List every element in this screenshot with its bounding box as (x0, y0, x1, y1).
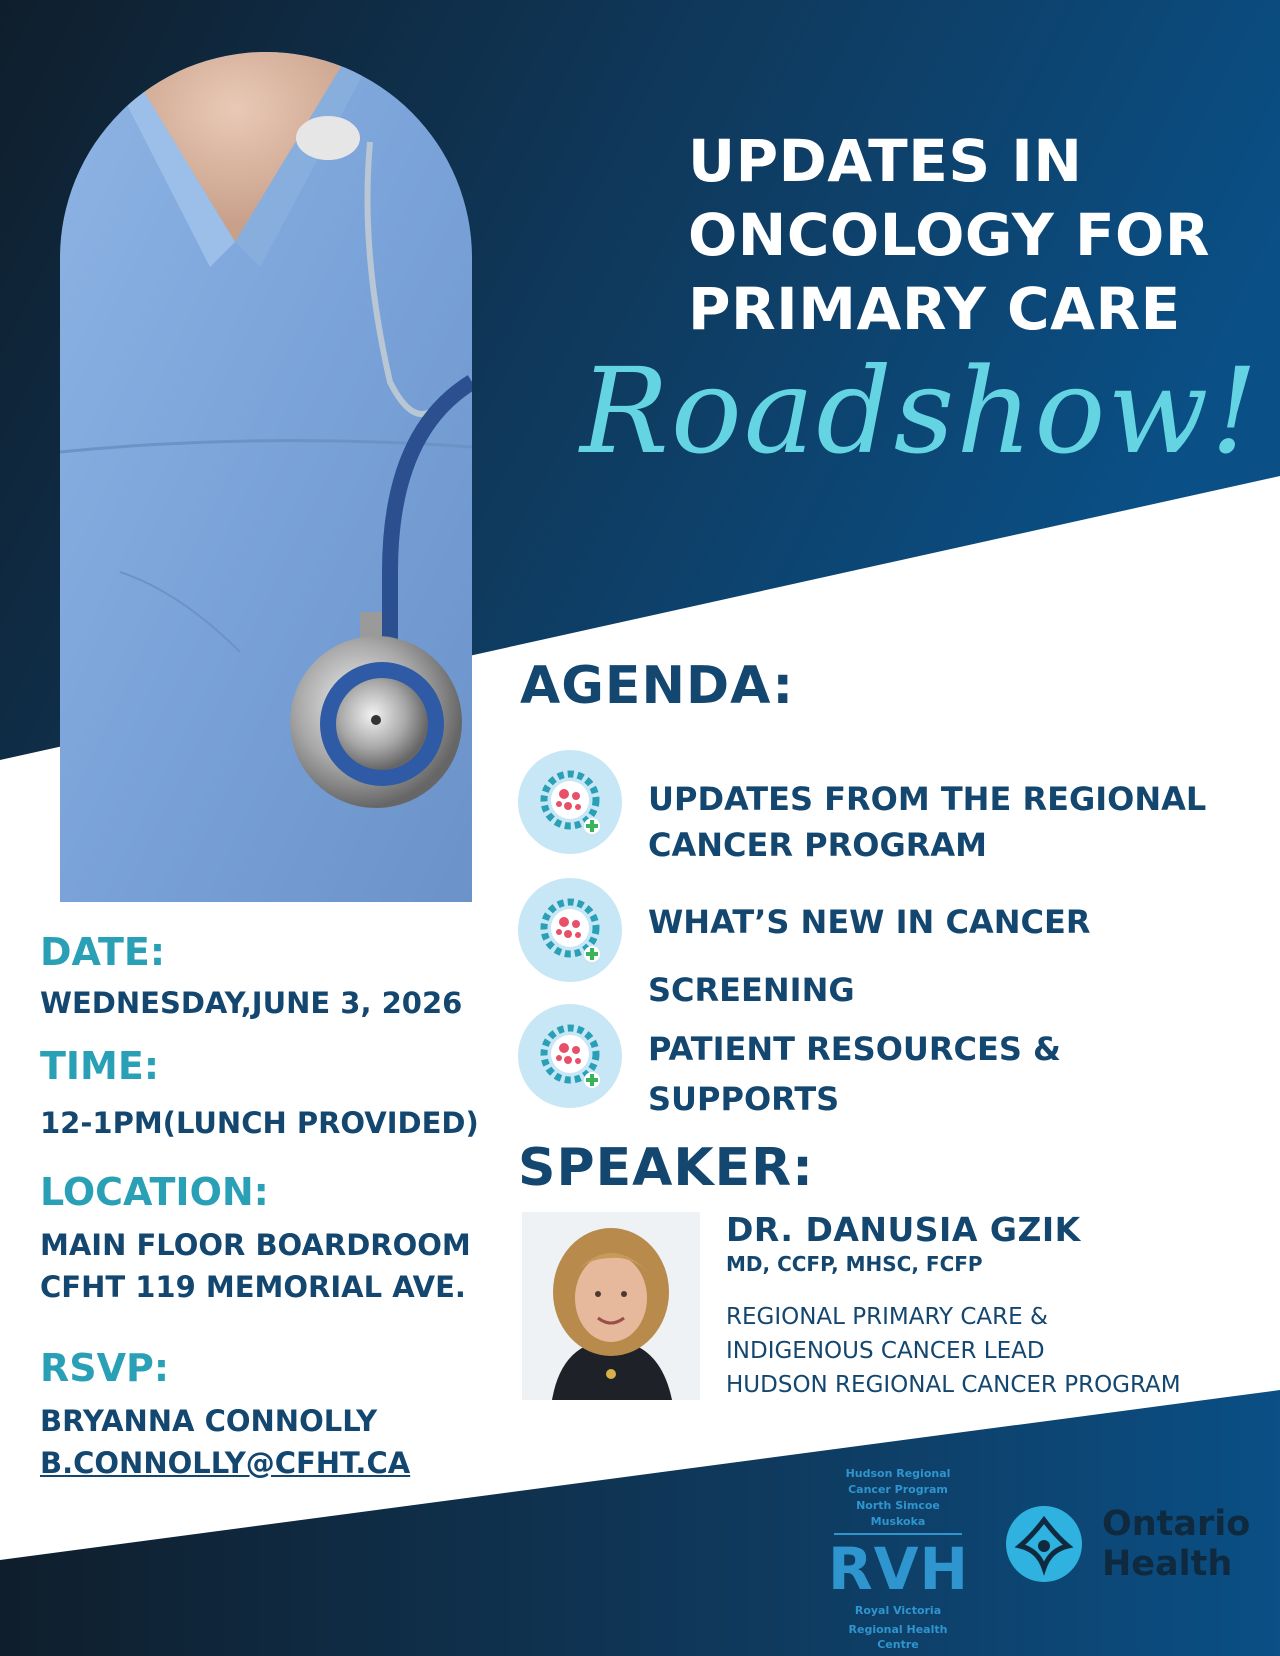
location-line-2: CFHT 119 MEMORIAL AVE. (40, 1270, 466, 1304)
cancer-cell-icon (518, 1004, 622, 1108)
speaker-photo (522, 1212, 700, 1400)
location-label: LOCATION: (40, 1170, 269, 1214)
time-label: TIME: (40, 1044, 160, 1088)
rvh-top-line: Cancer Program (848, 1483, 948, 1496)
rsvp-label: RSVP: (40, 1346, 170, 1390)
title-line-2: ONCOLOGY FOR (688, 201, 1211, 269)
ontario-health-logo-text (1102, 1504, 1250, 1584)
agenda-item-line: UPDATES FROM THE REGIONAL (648, 780, 1207, 818)
location-line-1: MAIN FLOOR BOARDROOM (40, 1228, 471, 1262)
rvh-top-line: North Simcoe Muskoka (856, 1499, 940, 1528)
date-value: WEDNESDAY,JUNE 3, 2026 (40, 986, 463, 1020)
agenda-item (518, 750, 1206, 868)
rvh-top-line: Hudson Regional (845, 1467, 951, 1480)
speaker-role-line: INDIGENOUS CANCER LEAD (726, 1338, 1045, 1364)
date-label: DATE: (40, 930, 166, 974)
speaker-role (726, 1300, 1181, 1402)
rvh-bottom-line: Regional Health Centre (848, 1623, 948, 1651)
agenda-heading: AGENDA: (520, 656, 795, 716)
agenda-item-line: PATIENT RESOURCES & (648, 1030, 1061, 1068)
ontario-health-line: Ontario (1102, 1504, 1251, 1544)
roadshow-script-title (570, 340, 1250, 490)
time-value: 12-1PM(LUNCH PROVIDED) (40, 1106, 479, 1140)
agenda-item-line: WHAT’S NEW IN CANCER (648, 903, 1091, 941)
title-line-3: PRIMARY CARE (688, 275, 1181, 343)
rsvp-email-link[interactable]: B.CONNOLLY@CFHT.CA (40, 1446, 411, 1480)
agenda-item-line: CANCER PROGRAM (648, 826, 987, 864)
roadshow-text: Roadshow! (580, 342, 1250, 480)
event-title (688, 124, 1258, 346)
agenda-item-line: SCREENING (648, 971, 855, 1009)
speaker-role-line: REGIONAL PRIMARY CARE & (726, 1304, 1048, 1330)
cancer-cell-icon (518, 878, 622, 982)
ontario-health-line: Health (1102, 1544, 1233, 1584)
speaker-heading: SPEAKER: (518, 1138, 814, 1198)
ontario-trillium-icon (1006, 1506, 1082, 1582)
rvh-mark: RVH (828, 1535, 970, 1603)
cancer-cell-icon (518, 750, 622, 854)
rsvp-name: BRYANNA CONNOLLY (40, 1404, 378, 1438)
agenda-item (518, 1004, 1061, 1124)
rvh-logo (828, 1466, 968, 1652)
title-line-1: UPDATES IN (688, 127, 1083, 195)
speaker-credentials: MD, CCFP, MHSC, FCFP (726, 1252, 983, 1276)
scrubs-stethoscope-photo (60, 52, 472, 902)
agenda-item-line: SUPPORTS (648, 1080, 840, 1118)
speaker-role-line: HUDSON REGIONAL CANCER PROGRAM (726, 1372, 1181, 1398)
agenda-item (518, 878, 1090, 1024)
rvh-bottom-line: Royal Victoria (854, 1604, 942, 1617)
speaker-name: DR. DANUSIA GZIK (726, 1210, 1081, 1249)
